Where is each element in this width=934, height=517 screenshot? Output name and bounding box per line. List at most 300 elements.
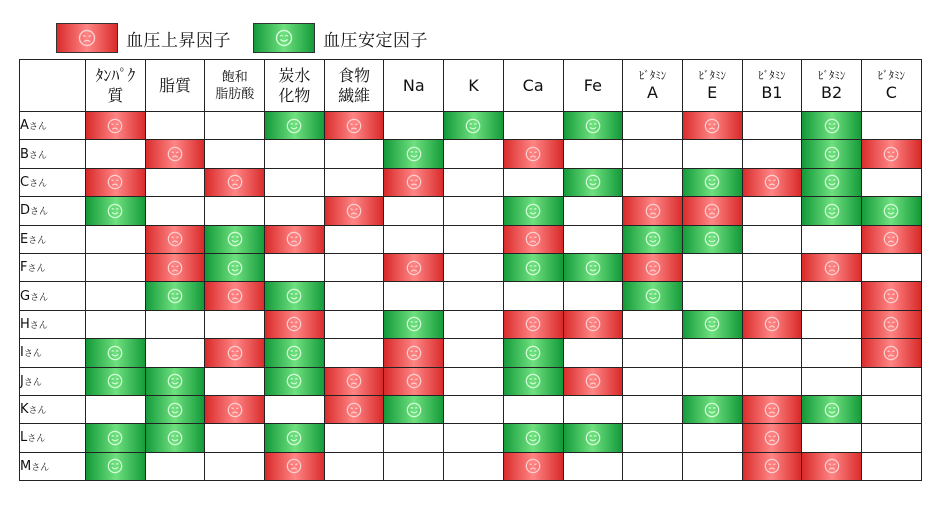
empty-cell [444, 140, 504, 168]
empty-cell [682, 339, 742, 367]
row-label [20, 395, 86, 423]
empty-cell [444, 452, 504, 480]
stable-factor-cell [563, 112, 623, 140]
empty-cell [86, 282, 146, 310]
empty-cell [623, 339, 683, 367]
angry-face-icon [384, 174, 443, 190]
angry-face-icon [504, 458, 563, 474]
empty-cell [623, 367, 683, 395]
empty-cell [205, 367, 265, 395]
empty-cell [563, 452, 623, 480]
person-name: C [20, 174, 30, 190]
smiley-face-icon [265, 373, 324, 389]
angry-face-icon [384, 260, 443, 276]
empty-cell [623, 424, 683, 452]
raise-factor-cell [145, 140, 205, 168]
row-label [20, 424, 86, 452]
empty-cell [563, 339, 623, 367]
angry-face-icon [384, 373, 443, 389]
row-label [20, 140, 86, 168]
person-suffix: さん [31, 462, 50, 473]
stable-factor-cell [503, 253, 563, 281]
person-suffix: さん [23, 349, 42, 360]
empty-cell [205, 140, 265, 168]
angry-face-icon [504, 146, 563, 162]
stable-factor-cell [86, 339, 146, 367]
stable-factor-cell [265, 339, 325, 367]
raise-factor-cell [205, 395, 265, 423]
person-name: D [20, 203, 31, 219]
column-header [742, 60, 802, 112]
legend-swatch-raise [56, 23, 118, 53]
empty-cell [742, 367, 802, 395]
nutrient-factor-table [19, 59, 922, 481]
empty-cell [861, 112, 921, 140]
person-name: E [20, 231, 29, 247]
smiley-face-icon [623, 288, 682, 304]
angry-face-icon [384, 345, 443, 361]
person-name: H [20, 316, 30, 332]
table-row [20, 310, 922, 338]
column-header-top: ﾋﾞﾀﾐﾝ [817, 68, 846, 82]
stable-factor-cell [86, 452, 146, 480]
stable-factor-cell [563, 253, 623, 281]
angry-face-icon [504, 231, 563, 247]
smiley-face-icon [802, 174, 861, 190]
smiley-face-icon [564, 260, 623, 276]
column-header-top: ﾋﾞﾀﾐﾝ [877, 68, 906, 82]
column-header [444, 60, 504, 112]
legend-swatch-stable [253, 23, 315, 53]
empty-cell [861, 452, 921, 480]
raise-factor-cell [682, 197, 742, 225]
legend [56, 22, 450, 54]
row-label [20, 253, 86, 281]
column-header-top: 飽和 [221, 69, 248, 85]
column-header [86, 60, 146, 112]
empty-cell [324, 282, 384, 310]
empty-cell [205, 197, 265, 225]
empty-cell [682, 424, 742, 452]
raise-factor-cell [742, 424, 802, 452]
smiley-face-icon [275, 29, 293, 47]
angry-face-icon [802, 260, 861, 276]
smiley-face-icon [384, 402, 443, 418]
smiley-face-icon [564, 430, 623, 446]
empty-cell [384, 282, 444, 310]
empty-cell [265, 395, 325, 423]
raise-factor-cell [503, 310, 563, 338]
smiley-face-icon [146, 430, 205, 446]
raise-factor-cell [802, 253, 862, 281]
smiley-face-icon [802, 203, 861, 219]
empty-cell [682, 367, 742, 395]
empty-cell [444, 282, 504, 310]
person-suffix: さん [29, 320, 48, 331]
table-row [20, 140, 922, 168]
raise-factor-cell [324, 367, 384, 395]
empty-cell [384, 112, 444, 140]
angry-face-icon [862, 316, 921, 332]
empty-cell [86, 395, 146, 423]
empty-cell [623, 310, 683, 338]
stable-factor-cell [384, 395, 444, 423]
empty-cell [265, 253, 325, 281]
stable-factor-cell [503, 367, 563, 395]
smiley-face-icon [564, 174, 623, 190]
smiley-face-icon [862, 203, 921, 219]
smiley-face-icon [683, 174, 742, 190]
angry-face-icon [743, 174, 802, 190]
angry-face-icon [743, 458, 802, 474]
empty-cell [563, 282, 623, 310]
stable-factor-cell [205, 225, 265, 253]
person-suffix: さん [30, 292, 49, 303]
raise-factor-cell [205, 282, 265, 310]
empty-cell [324, 140, 384, 168]
stable-factor-cell [802, 197, 862, 225]
angry-face-icon [862, 231, 921, 247]
stable-factor-cell [802, 112, 862, 140]
raise-factor-cell [563, 367, 623, 395]
raise-factor-cell [742, 452, 802, 480]
smiley-face-icon [265, 118, 324, 134]
corner-cell [20, 60, 86, 112]
raise-factor-cell [145, 225, 205, 253]
table-row [20, 225, 922, 253]
raise-factor-cell [86, 112, 146, 140]
empty-cell [861, 253, 921, 281]
angry-face-icon [743, 402, 802, 418]
smiley-face-icon [444, 118, 503, 134]
raise-factor-cell [324, 197, 384, 225]
empty-cell [503, 395, 563, 423]
table-row [20, 395, 922, 423]
empty-cell [145, 168, 205, 196]
table-row [20, 452, 922, 480]
empty-cell [324, 424, 384, 452]
empty-cell [742, 140, 802, 168]
empty-cell [324, 168, 384, 196]
empty-cell [563, 197, 623, 225]
raise-factor-cell [324, 112, 384, 140]
stable-factor-cell [623, 282, 683, 310]
angry-face-icon [564, 316, 623, 332]
empty-cell [205, 310, 265, 338]
raise-factor-cell [623, 197, 683, 225]
empty-cell [802, 225, 862, 253]
column-header [682, 60, 742, 112]
column-header-bottom: A [647, 82, 658, 102]
person-suffix: さん [28, 122, 47, 133]
empty-cell [86, 225, 146, 253]
stable-factor-cell [682, 168, 742, 196]
column-header-bottom: 化物 [278, 85, 311, 105]
smiley-face-icon [205, 260, 264, 276]
column-header-bottom: C [885, 82, 897, 102]
empty-cell [444, 367, 504, 395]
table-row [20, 282, 922, 310]
empty-cell [623, 395, 683, 423]
stable-factor-cell [623, 225, 683, 253]
person-name: B [20, 146, 29, 162]
smiley-face-icon [86, 458, 145, 474]
raise-factor-cell [503, 452, 563, 480]
empty-cell [205, 112, 265, 140]
stable-factor-cell [503, 339, 563, 367]
raise-factor-cell [265, 310, 325, 338]
empty-cell [86, 253, 146, 281]
stable-factor-cell [86, 424, 146, 452]
empty-cell [802, 282, 862, 310]
column-header-top: ﾀﾝﾊﾟｸ [95, 65, 136, 85]
column-header [563, 60, 623, 112]
raise-factor-cell [205, 339, 265, 367]
table-row [20, 112, 922, 140]
angry-face-icon [205, 345, 264, 361]
angry-face-icon [325, 402, 384, 418]
raise-factor-cell [861, 140, 921, 168]
raise-factor-cell [742, 168, 802, 196]
raise-factor-cell [384, 253, 444, 281]
empty-cell [802, 310, 862, 338]
empty-cell [861, 367, 921, 395]
column-header-top: K [468, 75, 479, 95]
person-suffix: さん [30, 207, 49, 218]
empty-cell [802, 424, 862, 452]
column-header-bottom: B1 [761, 82, 783, 102]
stable-factor-cell [86, 197, 146, 225]
smiley-face-icon [146, 288, 205, 304]
stable-factor-cell [503, 197, 563, 225]
column-header-top: 食物 [338, 65, 371, 85]
column-header-top: Na [402, 75, 425, 95]
empty-cell [444, 395, 504, 423]
person-suffix: さん [27, 434, 46, 445]
smiley-face-icon [504, 203, 563, 219]
row-label [20, 339, 86, 367]
angry-face-icon [265, 231, 324, 247]
empty-cell [861, 424, 921, 452]
table-row [20, 424, 922, 452]
column-header-top: 炭水 [278, 65, 311, 85]
angry-face-icon [504, 316, 563, 332]
column-header [265, 60, 325, 112]
empty-cell [444, 310, 504, 338]
empty-cell [861, 168, 921, 196]
raise-factor-cell [384, 339, 444, 367]
empty-cell [682, 452, 742, 480]
legend-item-raise [56, 23, 231, 53]
empty-cell [384, 225, 444, 253]
raise-factor-cell [503, 225, 563, 253]
stable-factor-cell [145, 424, 205, 452]
header-row [20, 60, 922, 112]
smiley-face-icon [683, 402, 742, 418]
angry-face-icon [325, 373, 384, 389]
row-label [20, 168, 86, 196]
stable-factor-cell [205, 253, 265, 281]
stable-factor-cell [384, 310, 444, 338]
smiley-face-icon [265, 345, 324, 361]
angry-face-icon [802, 458, 861, 474]
empty-cell [623, 168, 683, 196]
empty-cell [205, 452, 265, 480]
empty-cell [563, 395, 623, 423]
column-header-top: Fe [583, 75, 602, 95]
empty-cell [861, 395, 921, 423]
empty-cell [205, 424, 265, 452]
stable-factor-cell [563, 424, 623, 452]
empty-cell [742, 197, 802, 225]
raise-factor-cell [742, 395, 802, 423]
empty-cell [265, 197, 325, 225]
table-row [20, 253, 922, 281]
empty-cell [742, 112, 802, 140]
empty-cell [145, 310, 205, 338]
smiley-face-icon [504, 373, 563, 389]
raise-factor-cell [861, 339, 921, 367]
angry-face-icon [146, 146, 205, 162]
smiley-face-icon [265, 288, 324, 304]
smiley-face-icon [564, 118, 623, 134]
person-name: K [20, 402, 29, 418]
angry-face-icon [862, 345, 921, 361]
empty-cell [563, 140, 623, 168]
smiley-face-icon [683, 316, 742, 332]
smiley-face-icon [86, 345, 145, 361]
empty-cell [324, 253, 384, 281]
empty-cell [324, 310, 384, 338]
stable-factor-cell [802, 168, 862, 196]
column-header [324, 60, 384, 112]
empty-cell [682, 253, 742, 281]
empty-cell [742, 225, 802, 253]
empty-cell [742, 253, 802, 281]
person-suffix: さん [28, 150, 47, 161]
stable-factor-cell [265, 282, 325, 310]
person-name: I [20, 345, 24, 361]
person-suffix: さん [29, 178, 48, 189]
smiley-face-icon [504, 430, 563, 446]
empty-cell [503, 282, 563, 310]
empty-cell [623, 140, 683, 168]
empty-cell [444, 168, 504, 196]
stable-factor-cell [265, 424, 325, 452]
row-label [20, 367, 86, 395]
empty-cell [682, 140, 742, 168]
row-label [20, 225, 86, 253]
empty-cell [503, 168, 563, 196]
column-header [384, 60, 444, 112]
stable-factor-cell [563, 168, 623, 196]
smiley-face-icon [86, 373, 145, 389]
stable-factor-cell [802, 395, 862, 423]
empty-cell [265, 140, 325, 168]
row-label [20, 197, 86, 225]
angry-face-icon [325, 203, 384, 219]
smiley-face-icon [802, 402, 861, 418]
empty-cell [444, 197, 504, 225]
row-label [20, 112, 86, 140]
stable-factor-cell [682, 225, 742, 253]
person-suffix: さん [23, 377, 42, 388]
angry-face-icon [743, 316, 802, 332]
empty-cell [145, 452, 205, 480]
stable-factor-cell [682, 395, 742, 423]
empty-cell [145, 112, 205, 140]
person-name: L [20, 430, 28, 446]
column-header-top: ﾋﾞﾀﾐﾝ [698, 68, 726, 82]
row-label [20, 282, 86, 310]
table-row [20, 339, 922, 367]
angry-face-icon [564, 373, 623, 389]
raise-factor-cell [384, 168, 444, 196]
smiley-face-icon [504, 260, 563, 276]
smiley-face-icon [683, 231, 742, 247]
column-header [623, 60, 683, 112]
person-name: J [20, 373, 24, 389]
person-name: F [20, 260, 28, 276]
empty-cell [563, 225, 623, 253]
person-suffix: さん [28, 406, 47, 417]
raise-factor-cell [145, 253, 205, 281]
column-header [503, 60, 563, 112]
smiley-face-icon [146, 402, 205, 418]
raise-factor-cell [205, 168, 265, 196]
row-label [20, 452, 86, 480]
angry-face-icon [743, 430, 802, 446]
raise-factor-cell [802, 452, 862, 480]
stable-factor-cell [861, 197, 921, 225]
angry-face-icon [265, 458, 324, 474]
angry-face-icon [86, 118, 145, 134]
raise-factor-cell [384, 367, 444, 395]
empty-cell [802, 367, 862, 395]
raise-factor-cell [324, 395, 384, 423]
smiley-face-icon [623, 231, 682, 247]
empty-cell [623, 112, 683, 140]
empty-cell [802, 339, 862, 367]
column-header-top: 脂質 [159, 75, 192, 95]
angry-face-icon [862, 146, 921, 162]
person-suffix: さん [28, 235, 47, 246]
empty-cell [324, 225, 384, 253]
raise-factor-cell [265, 225, 325, 253]
raise-factor-cell [563, 310, 623, 338]
empty-cell [742, 282, 802, 310]
empty-cell [503, 112, 563, 140]
raise-factor-cell [265, 452, 325, 480]
empty-cell [384, 424, 444, 452]
smiley-face-icon [205, 231, 264, 247]
column-header-top: ﾋﾞﾀﾐﾝ [638, 68, 667, 82]
smiley-face-icon [384, 316, 443, 332]
angry-face-icon [683, 203, 742, 219]
column-header-bottom: E [707, 82, 718, 102]
angry-face-icon [862, 288, 921, 304]
column-header-bottom: B2 [821, 82, 843, 102]
stable-factor-cell [503, 424, 563, 452]
empty-cell [384, 197, 444, 225]
column-header-bottom: 質 [107, 85, 124, 105]
angry-face-icon [205, 174, 264, 190]
legend-item-stable [253, 23, 428, 53]
stable-factor-cell [444, 112, 504, 140]
stable-factor-cell [145, 367, 205, 395]
angry-face-icon [146, 231, 205, 247]
empty-cell [742, 339, 802, 367]
